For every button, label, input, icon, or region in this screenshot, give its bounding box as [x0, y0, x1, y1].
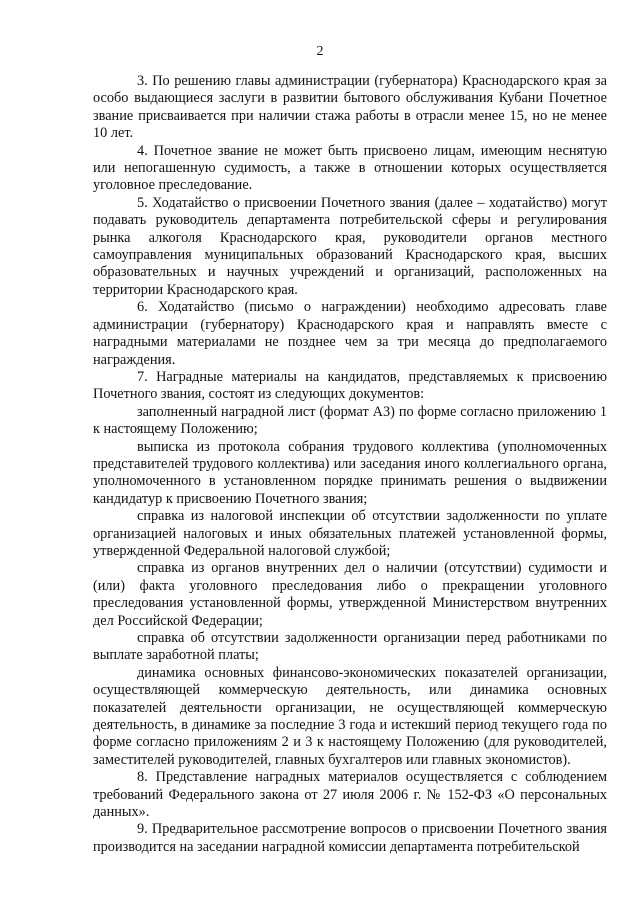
paragraph-3: 3. По решению главы администрации (губернатора) Краснодарского края за особо выдающиеся заслуги в развитии бытового обслуживания Кубани Почетное звание присваивается при наличии стажа работы в отрасли менее 15, но не менее 10 лет.: [93, 73, 607, 142]
list-item-award-sheet: заполненный наградной лист (формат А3) по форме согласно приложению 1 к настоящему Положению;: [93, 403, 607, 438]
list-item-economic-dynamics: динамика основных финансово-экономических показателей организации, осуществляющей коммерческую деятельность, или динамика основных показателей деятельности организации, не осуществляющей коммерческую деятельность, в динамике за последние 3 года и истекший период текущего года по форме согласно приложениям 2 и 3 к настоящему Положению (для руководителей, заместителей руководителей, главных бухгалтеров или главных экономистов).: [93, 664, 607, 768]
list-item-salary-certificate: справка об отсутствии задолженности организации перед работниками по выплате заработной платы;: [93, 630, 607, 664]
paragraph-6: 6. Ходатайство (письмо о награждении) необходимо адресовать главе администрации (губернатору) Краснодарского края и направлять вместе с наградными материалами не позднее чем за три месяца до предполагаемого награждения.: [93, 299, 607, 368]
document-body: [93, 73, 607, 856]
paragraph-4: 4. Почетное звание не может быть присвоено лицам, имеющим неснятую или непогашенную судимость, а также в отношении которых осуществляется уголовное преследование.: [93, 142, 607, 194]
list-item-protocol-extract: выписка из протокола собрания трудового коллектива (уполномоченных представителей трудового коллектива) или заседания иного коллегиального органа, уполномоченного в установленном порядке принимать решения о выдвижении кандидатур к присвоению Почетного звания;: [93, 438, 607, 507]
paragraph-7: 7. Наградные материалы на кандидатов, представляемых к присвоению Почетного звания, состоят из следующих документов:: [93, 368, 607, 403]
list-item-tax-certificate: справка из налоговой инспекции об отсутствии задолженности по уплате организацией налоговых и иных обязательных платежей установленной формы, утвержденной Федеральной налоговой службой;: [93, 508, 607, 559]
paragraph-9: 9. Предварительное рассмотрение вопросов о присвоении Почетного звания производится на заседании наградной комиссии департамента потребительской: [93, 821, 607, 855]
page-number: 2: [316, 44, 324, 59]
list-item-police-certificate: справка из органов внутренних дел о наличии (отсутствии) судимости и (или) факта уголовного преследования либо о прекращении уголовного преследования установленной формы, утвержденной Министерством внутренних дел Российской Федерации;: [93, 560, 607, 629]
paragraph-8: 8. Представление наградных материалов осуществляется с соблюдением требований Федерального закона от 27 июля 2006 г. № 152-ФЗ «О персональных данных».: [93, 769, 607, 821]
paragraph-5: 5. Ходатайство о присвоении Почетного звания (далее – ходатайство) могут подавать руководитель департамента потребительской сферы и регулирования рынка алкоголя Краснодарского края, руководители органов местного самоуправления муниципальных образований Краснодарского края, высших образовательных и научных учреждений и организаций, расположенных на территории Краснодарского края.: [93, 194, 607, 298]
